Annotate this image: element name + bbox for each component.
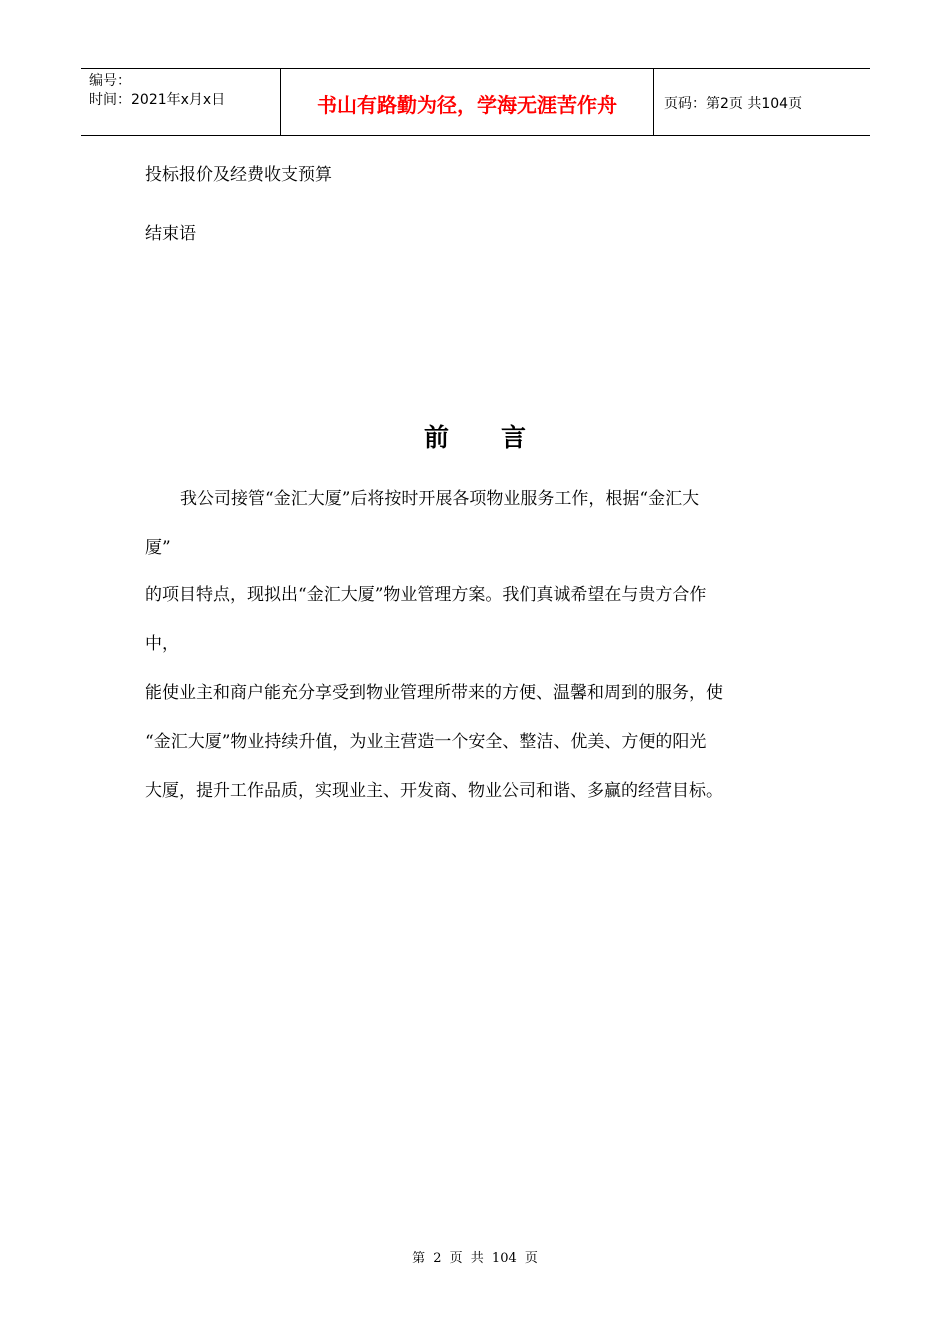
header-meta [81,69,281,135]
preface-line-6: “金汇大厦”物业持续升值，为业主营造一个安全、整洁、优美、方便的阳光 [145,732,707,752]
preface-title: 前言 [423,423,578,452]
document-header [81,68,870,136]
header-page-info: 页码：第2页 共104页 [664,96,803,112]
page-footer: 第 2 页 共 104 页 [412,1251,538,1266]
preface-line-7: 大厦，提升工作品质，实现业主、开发商、物业公司和谐、多赢的经营目标。 [145,781,723,801]
preface-line-4: 中， [145,634,179,654]
preface-line-2: 厦” [145,538,171,558]
preface-line-5: 能使业主和商户能充分享受到物业管理所带来的方便、温馨和周到的服务，使 [145,683,723,703]
document-date: 时间：2021年x月x日 [89,92,226,108]
preface-line-3: 的项目特点，现拟出“金汇大厦”物业管理方案。我们真诚希望在与贵方合作 [145,585,707,605]
toc-item-conclusion: 结束语 [145,224,196,244]
document-number-label: 编号： [89,73,131,89]
toc-item-budget: 投标报价及经费收支预算 [145,165,332,185]
preface-line-1: 我公司接管“金汇大厦”后将按时开展各项物业服务工作，根据“金汇大 [180,489,700,509]
header-motto: 书山有路勤为径，学海无涯苦作舟 [281,69,654,135]
